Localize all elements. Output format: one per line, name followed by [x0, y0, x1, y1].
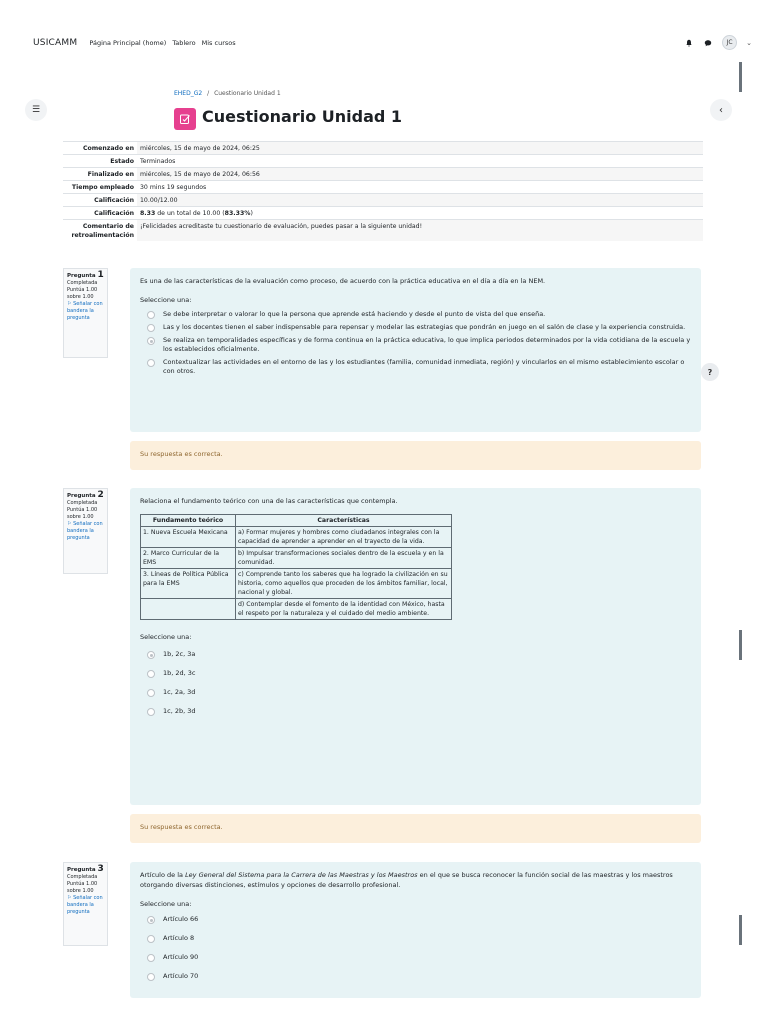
user-menu-area — [684, 35, 752, 50]
summary-value — [137, 207, 703, 220]
question-feedback: Su respuesta es correcta. — [130, 441, 701, 470]
chevron-down-icon[interactable]: ⌄ — [746, 38, 752, 47]
question-content-1 — [130, 268, 701, 432]
answer-option-text: 1c, 2a, 3d — [163, 688, 196, 696]
radio-button-selected[interactable] — [147, 651, 155, 659]
answer-option-text: 1b, 2d, 3c — [163, 669, 196, 677]
question-number-value: 1 — [97, 270, 104, 280]
radio-button[interactable] — [147, 935, 155, 943]
radio-button[interactable] — [147, 324, 155, 332]
flag-icon: ⚐ — [67, 301, 72, 307]
question-info-3 — [63, 862, 108, 946]
question-number-value: 2 — [97, 490, 104, 500]
answer-option-text: Contextualizar las actividades en el entorno de las y los estudiantes (familia, comunidad inmediata, región) y vincularlos en el mismo establecimiento escolar o con otros. — [163, 358, 685, 375]
question-number — [67, 492, 104, 500]
grade-percent: 83.33% — [224, 209, 251, 217]
answer-option[interactable] — [140, 688, 691, 697]
answer-option-text: Artículo 8 — [163, 934, 195, 942]
table-cell: 1. Nueva Escuela Mexicana — [141, 527, 236, 548]
answer-option-text: Artículo 90 — [163, 953, 199, 961]
summary-value: Terminados — [140, 157, 176, 165]
table-row — [141, 548, 452, 569]
answer-option-text: Artículo 66 — [163, 915, 199, 923]
answer-option-text: Se realiza en temporalidades específicas y de forma continua en la práctica educativa, lo que implica periodos determinados por la vida cotidiana de la escuela y los establecidos oficialmente. — [163, 336, 691, 353]
table-header: Fundamento teórico — [141, 515, 236, 527]
summary-value: miércoles, 15 de mayo de 2024, 06:25 — [137, 142, 703, 155]
flag-icon: ⚐ — [67, 895, 72, 901]
radio-button[interactable] — [147, 689, 155, 697]
question-info-1 — [63, 268, 108, 358]
scrollbar-thumb[interactable] — [739, 915, 742, 945]
table-row — [141, 569, 452, 599]
grade-value: 8.33 — [140, 209, 156, 217]
select-one-label: Seleccione una: — [140, 633, 192, 641]
answer-option[interactable] — [140, 323, 691, 332]
list-icon: ☰ — [31, 105, 41, 115]
flag-question-link[interactable] — [67, 301, 104, 322]
flag-question-link[interactable] — [67, 521, 104, 542]
summary-value: 10.00/12.00 — [137, 194, 703, 207]
question-number-value: 3 — [97, 864, 104, 874]
prompt-law-name: Ley General del Sistema para la Carrera de las Maestras y los Maestros — [185, 871, 418, 879]
answer-option[interactable] — [140, 310, 691, 319]
question-label: Pregunta — [67, 493, 96, 499]
prompt-text: en el que se busca reconocer la función social de las maestras y los maestros otorgando diversas distinciones, estímulos y opciones de desarrollo profesional. — [140, 871, 673, 889]
breadcrumb — [174, 90, 281, 97]
radio-button[interactable] — [147, 359, 155, 367]
answer-option[interactable] — [140, 972, 691, 981]
question-info-2 — [63, 488, 108, 574]
summary-label: Estado — [110, 157, 134, 165]
answer-option[interactable] — [140, 336, 691, 354]
summary-label: Comenzado en — [82, 144, 134, 152]
table-row — [141, 527, 452, 548]
question-label: Pregunta — [67, 867, 96, 873]
question-prompt: Relaciona el fundamento teórico con una de las características que contempla. — [140, 497, 398, 505]
select-one-label: Seleccione una: — [140, 900, 192, 908]
question-label: Pregunta — [67, 273, 96, 279]
help-button[interactable] — [701, 363, 719, 381]
flag-question-label: Señalar con bandera la pregunta — [67, 895, 103, 915]
table-cell: 2. Marco Curricular de la EMS — [141, 548, 236, 569]
question-score: Puntúa 1.00 sobre 1.00 — [67, 507, 98, 520]
question-state: Completada — [67, 280, 98, 286]
user-avatar[interactable]: JC — [722, 35, 737, 50]
nav-link-home[interactable]: Página Principal (home) — [89, 39, 167, 47]
flag-question-label: Señalar con bandera la pregunta — [67, 521, 103, 541]
matching-table — [140, 514, 452, 620]
page-title: Cuestionario Unidad 1 — [202, 107, 403, 126]
answer-option[interactable] — [140, 669, 691, 678]
answer-option-text: Se debe interpretar o valorar lo que la persona que aprende está haciendo y desde el punto de vista del que enseña. — [163, 310, 546, 318]
site-brand[interactable]: USICAMM — [33, 38, 78, 48]
select-one-label: Seleccione una: — [140, 296, 192, 304]
attempt-summary-table — [63, 141, 703, 241]
flag-question-link[interactable] — [67, 895, 104, 916]
summary-row-marks — [63, 194, 703, 207]
question-number — [67, 866, 104, 874]
summary-row-time-taken — [63, 181, 703, 194]
answer-option[interactable] — [140, 650, 691, 659]
bell-icon[interactable] — [684, 38, 694, 48]
scrollbar-thumb[interactable] — [739, 62, 742, 92]
chevron-left-icon: ‹ — [719, 104, 723, 116]
table-cell: a) Formar mujeres y hombres como ciudadanos integrales con la capacidad de aprender a aprender en el trayecto de la vida. — [236, 527, 452, 548]
answer-option-text: Artículo 70 — [163, 972, 199, 980]
answer-option[interactable] — [140, 915, 691, 924]
answer-option[interactable] — [140, 358, 691, 376]
question-mark-icon: ? — [707, 367, 713, 377]
chat-bubble-icon[interactable] — [703, 38, 713, 48]
summary-row-started — [63, 142, 703, 155]
table-header: Características — [236, 515, 452, 527]
summary-row-state — [63, 155, 703, 168]
quiz-icon — [174, 108, 196, 130]
top-navbar — [0, 28, 768, 58]
summary-value: 30 mins 19 segundos — [140, 183, 207, 191]
summary-label: Finalizado en — [87, 170, 134, 178]
answer-option-text: 1b, 2c, 3a — [163, 650, 196, 658]
open-course-index-button[interactable] — [25, 99, 47, 121]
summary-row-grade — [63, 207, 703, 220]
breadcrumb-separator: / — [207, 90, 210, 97]
radio-button[interactable] — [147, 973, 155, 981]
table-cell — [141, 599, 236, 620]
summary-row-feedback — [63, 220, 703, 242]
grade-text-end: ) — [250, 209, 253, 217]
question-number — [67, 272, 104, 280]
summary-value: ¡Felicidades acreditaste tu cuestionario de evaluación, puedes pasar a la siguiente unidad! — [137, 220, 703, 242]
question-prompt: Es una de las características de la evaluación como proceso, de acuerdo con la práctica educativa en el día a día en la NEM. — [140, 277, 546, 285]
breadcrumb-current: Cuestionario Unidad 1 — [214, 90, 281, 97]
table-cell: 3. Líneas de Política Pública para la EMS — [141, 569, 236, 599]
radio-button[interactable] — [147, 311, 155, 319]
prompt-text: Artículo de la — [140, 871, 186, 879]
answer-option-text: Las y los docentes tienen el saber indispensable para repensar y modelar las estrategias que pondrán en juego en el salón de clase y la experiencia construida. — [163, 323, 686, 331]
summary-value: miércoles, 15 de mayo de 2024, 06:56 — [137, 168, 703, 181]
flag-question-label: Señalar con bandera la pregunta — [67, 301, 103, 321]
nav-link-dashboard[interactable]: Tablero — [172, 39, 196, 47]
summary-row-finished — [63, 168, 703, 181]
question-state: Completada — [67, 874, 98, 880]
question-feedback: Su respuesta es correcta. — [130, 814, 701, 843]
radio-button[interactable] — [147, 670, 155, 678]
radio-button[interactable] — [147, 954, 155, 962]
answer-option[interactable] — [140, 707, 691, 716]
open-block-drawer-button[interactable] — [710, 99, 732, 121]
breadcrumb-course-link[interactable]: EHED_G2 — [174, 90, 203, 97]
grade-text: de un total de 10.00 ( — [155, 209, 225, 217]
table-row — [141, 599, 452, 620]
question-state: Completada — [67, 500, 98, 506]
summary-label: Tiempo empleado — [71, 183, 134, 191]
nav-link-my-courses[interactable]: Mis cursos — [201, 39, 236, 47]
table-cell: d) Contemplar desde el fomento de la identidad con México, hasta el respeto por la naturaleza y el cuidado del medio ambiente. — [236, 599, 452, 620]
radio-button-selected[interactable] — [147, 916, 155, 924]
question-content-3 — [130, 862, 701, 998]
table-cell: c) Comprende tanto los saberes que ha logrado la civilización en su historia, como aquellos que proceden de los ámbitos familiar, local, nacional y global. — [236, 569, 452, 599]
scrollbar-thumb[interactable] — [739, 630, 742, 660]
question-content-2 — [130, 488, 701, 805]
question-score: Puntúa 1.00 sobre 1.00 — [67, 881, 98, 894]
answer-option[interactable] — [140, 934, 691, 943]
table-cell: b) Impulsar transformaciones sociales dentro de la escuela y en la comunidad. — [236, 548, 452, 569]
flag-icon: ⚐ — [67, 521, 72, 527]
answer-option-text: 1c, 2b, 3d — [163, 707, 196, 715]
radio-button[interactable] — [147, 708, 155, 716]
question-prompt — [140, 870, 691, 890]
radio-button-selected[interactable] — [147, 337, 155, 345]
table-header-row — [141, 515, 452, 527]
question-score: Puntúa 1.00 sobre 1.00 — [67, 287, 98, 300]
summary-label: Calificación — [94, 196, 134, 204]
summary-label: Comentario de retroalimentación — [71, 222, 134, 239]
answer-option[interactable] — [140, 953, 691, 962]
summary-label: Calificación — [94, 209, 134, 217]
